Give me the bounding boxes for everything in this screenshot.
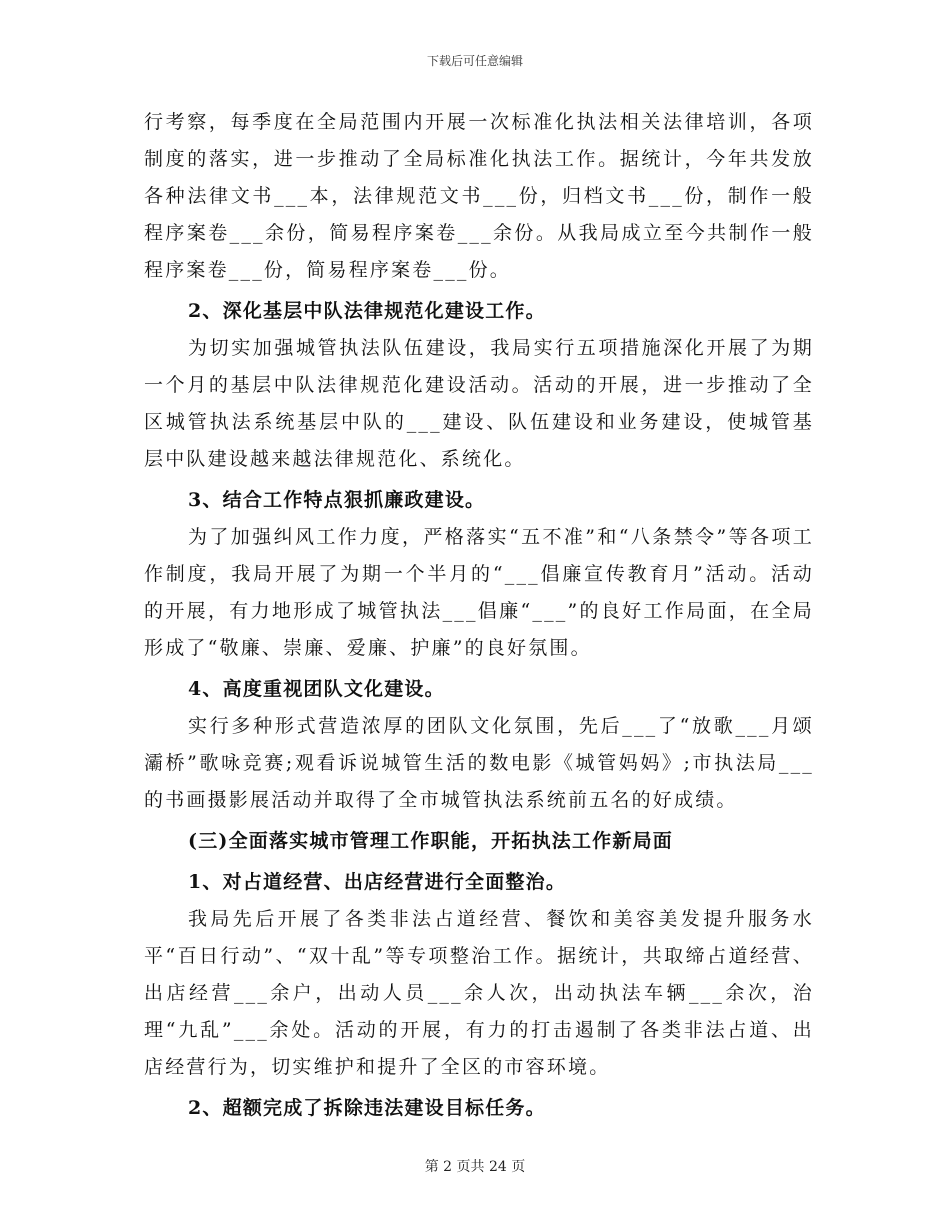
section-heading: 4、高度重视团队文化建设。 <box>188 678 445 700</box>
section-heading: 2、深化基层中队法律规范化建设工作。 <box>188 300 546 322</box>
body-paragraph: 我局先后开展了各类非法占道经营、餐饮和美容美发提升服务水平“百日行动”、“双十乱”等专项整治工作。据统计，共取缔占道经营、出店经营___余户，出动人员___余人次，出动执法车辆___余次，治理“九乱”___余处。活动的开展，有力的打击遏制了各类非法占道、出店经营行为，切实维护和提升了全区的市容环境。 <box>144 908 814 1078</box>
section-heading: 2、超额完成了拆除违法建设目标任务。 <box>188 1097 546 1119</box>
section-heading: 3、结合工作特点狠抓廉政建设。 <box>188 489 486 511</box>
body-paragraph: 为了加强纠风工作力度，严格落实“五不准”和“八条禁令”等各项工作制度，我局开展了为期一个半月的“___倡廉宣传教育月”活动。活动的开展，有力地形成了城管执法___倡廉“___”的良好工作局面，在全局形成了“敬廉、崇廉、爱廉、护廉”的良好氛围。 <box>144 526 814 659</box>
body-paragraph: 实行多种形式营造浓厚的团队文化氛围，先后___了“放歌___月颂灞桥”歌咏竞赛;观看诉说城管生活的数电影《城管妈妈》;市执法局___的书画摄影展活动并取得了全市城管执法系统前五名的好成绩。 <box>144 715 814 811</box>
section-heading: 1、对占道经营、出店经营进行全面整治。 <box>188 871 567 893</box>
body-paragraph: 行考察，每季度在全局范围内开展一次标准化执法相关法律培训，各项制度的落实，进一步推动了全局标准化执法工作。据统计，今年共发放各种法律文书___本，法律规范文书___份，归档文书___份，制作一般程序案卷___余份，简易程序案卷___余份。从我局成立至今共制作一般程序案卷___份，简易程序案卷___份。 <box>144 111 814 281</box>
document-body <box>144 104 814 1127</box>
page-header: 下载后可任意编辑 <box>426 54 523 68</box>
page-footer: 第 2 页共 24 页 <box>424 1159 526 1175</box>
body-paragraph: 为切实加强城管执法队伍建设，我局实行五项措施深化开展了为期一个月的基层中队法律规范化建设活动。活动的开展，进一步推动了全区城管执法系统基层中队的___建设、队伍建设和业务建设，使城管基层中队建设越来越法律规范化、系统化。 <box>144 337 814 470</box>
section-heading: (三)全面落实城市管理工作职能，开拓执法工作新局面 <box>188 830 673 852</box>
